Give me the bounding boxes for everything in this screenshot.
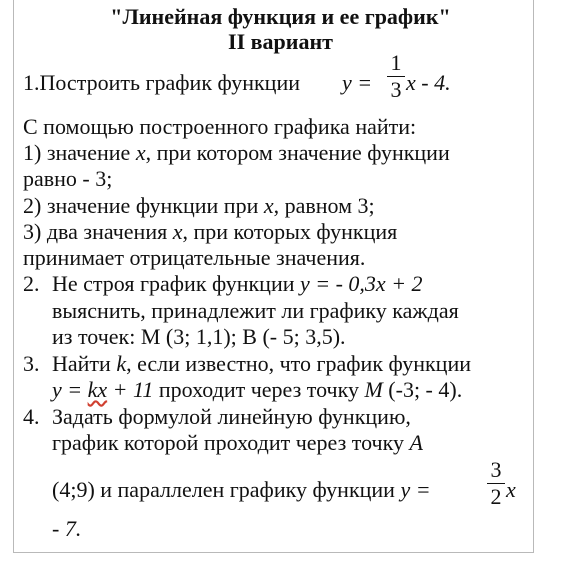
task1-fraction xyxy=(387,52,405,101)
task4-line4: - 7. xyxy=(52,516,82,541)
fraction-denominator: 2 xyxy=(490,484,502,509)
worksheet-title: "Линейная функция и ее график" xyxy=(110,4,451,29)
task1-q1: 1) значение x, при котором значение функции xyxy=(23,140,450,165)
task2-number: 2. xyxy=(23,271,40,296)
task1-q2: 2) значение функции при x, равном 3; xyxy=(23,193,375,218)
task4-number: 4. xyxy=(23,404,40,429)
task3-line1: Найти k, если известно, что график функции xyxy=(52,351,471,376)
task1-q3-cont: принимает отрицательные значения. xyxy=(23,245,366,270)
task1-q3: 3) два значения x, при которых функция xyxy=(23,219,398,244)
task4-fraction xyxy=(487,459,505,508)
fraction-denominator: 3 xyxy=(390,77,402,102)
task1-intro: С помощью построенного графика найти: xyxy=(23,114,417,139)
task3-number: 3. xyxy=(23,351,40,376)
task1-line: 1.Построить график функции xyxy=(23,70,300,95)
task1-y-eq: y = xyxy=(342,70,373,95)
task4-x: x xyxy=(506,477,516,502)
task2-line2: выяснить, принадлежит ли графику каждая xyxy=(52,298,459,323)
task1-rest: x - 4. xyxy=(406,70,451,95)
task4-line1: Задать формулой линейную функцию, xyxy=(52,404,411,429)
task4-line2: график которой проходит через точку A xyxy=(52,430,423,455)
fraction-numerator: 3 xyxy=(490,457,502,482)
variant-label: II вариант xyxy=(228,29,333,54)
task3-line2: y = kx + 11 проходит через точку M (-3; - 4). xyxy=(52,377,463,402)
task2-line3: из точек: М (3; 1,1); В (- 5; 3,5). xyxy=(52,324,346,349)
task2-line1: Не строя график функции y = - 0,3x + 2 xyxy=(52,271,423,296)
task4-line3: (4;9) и параллелен графику функции y = xyxy=(52,477,431,502)
task1-q1-cont: равно - 3; xyxy=(23,166,113,191)
fraction-numerator: 1 xyxy=(390,50,402,75)
